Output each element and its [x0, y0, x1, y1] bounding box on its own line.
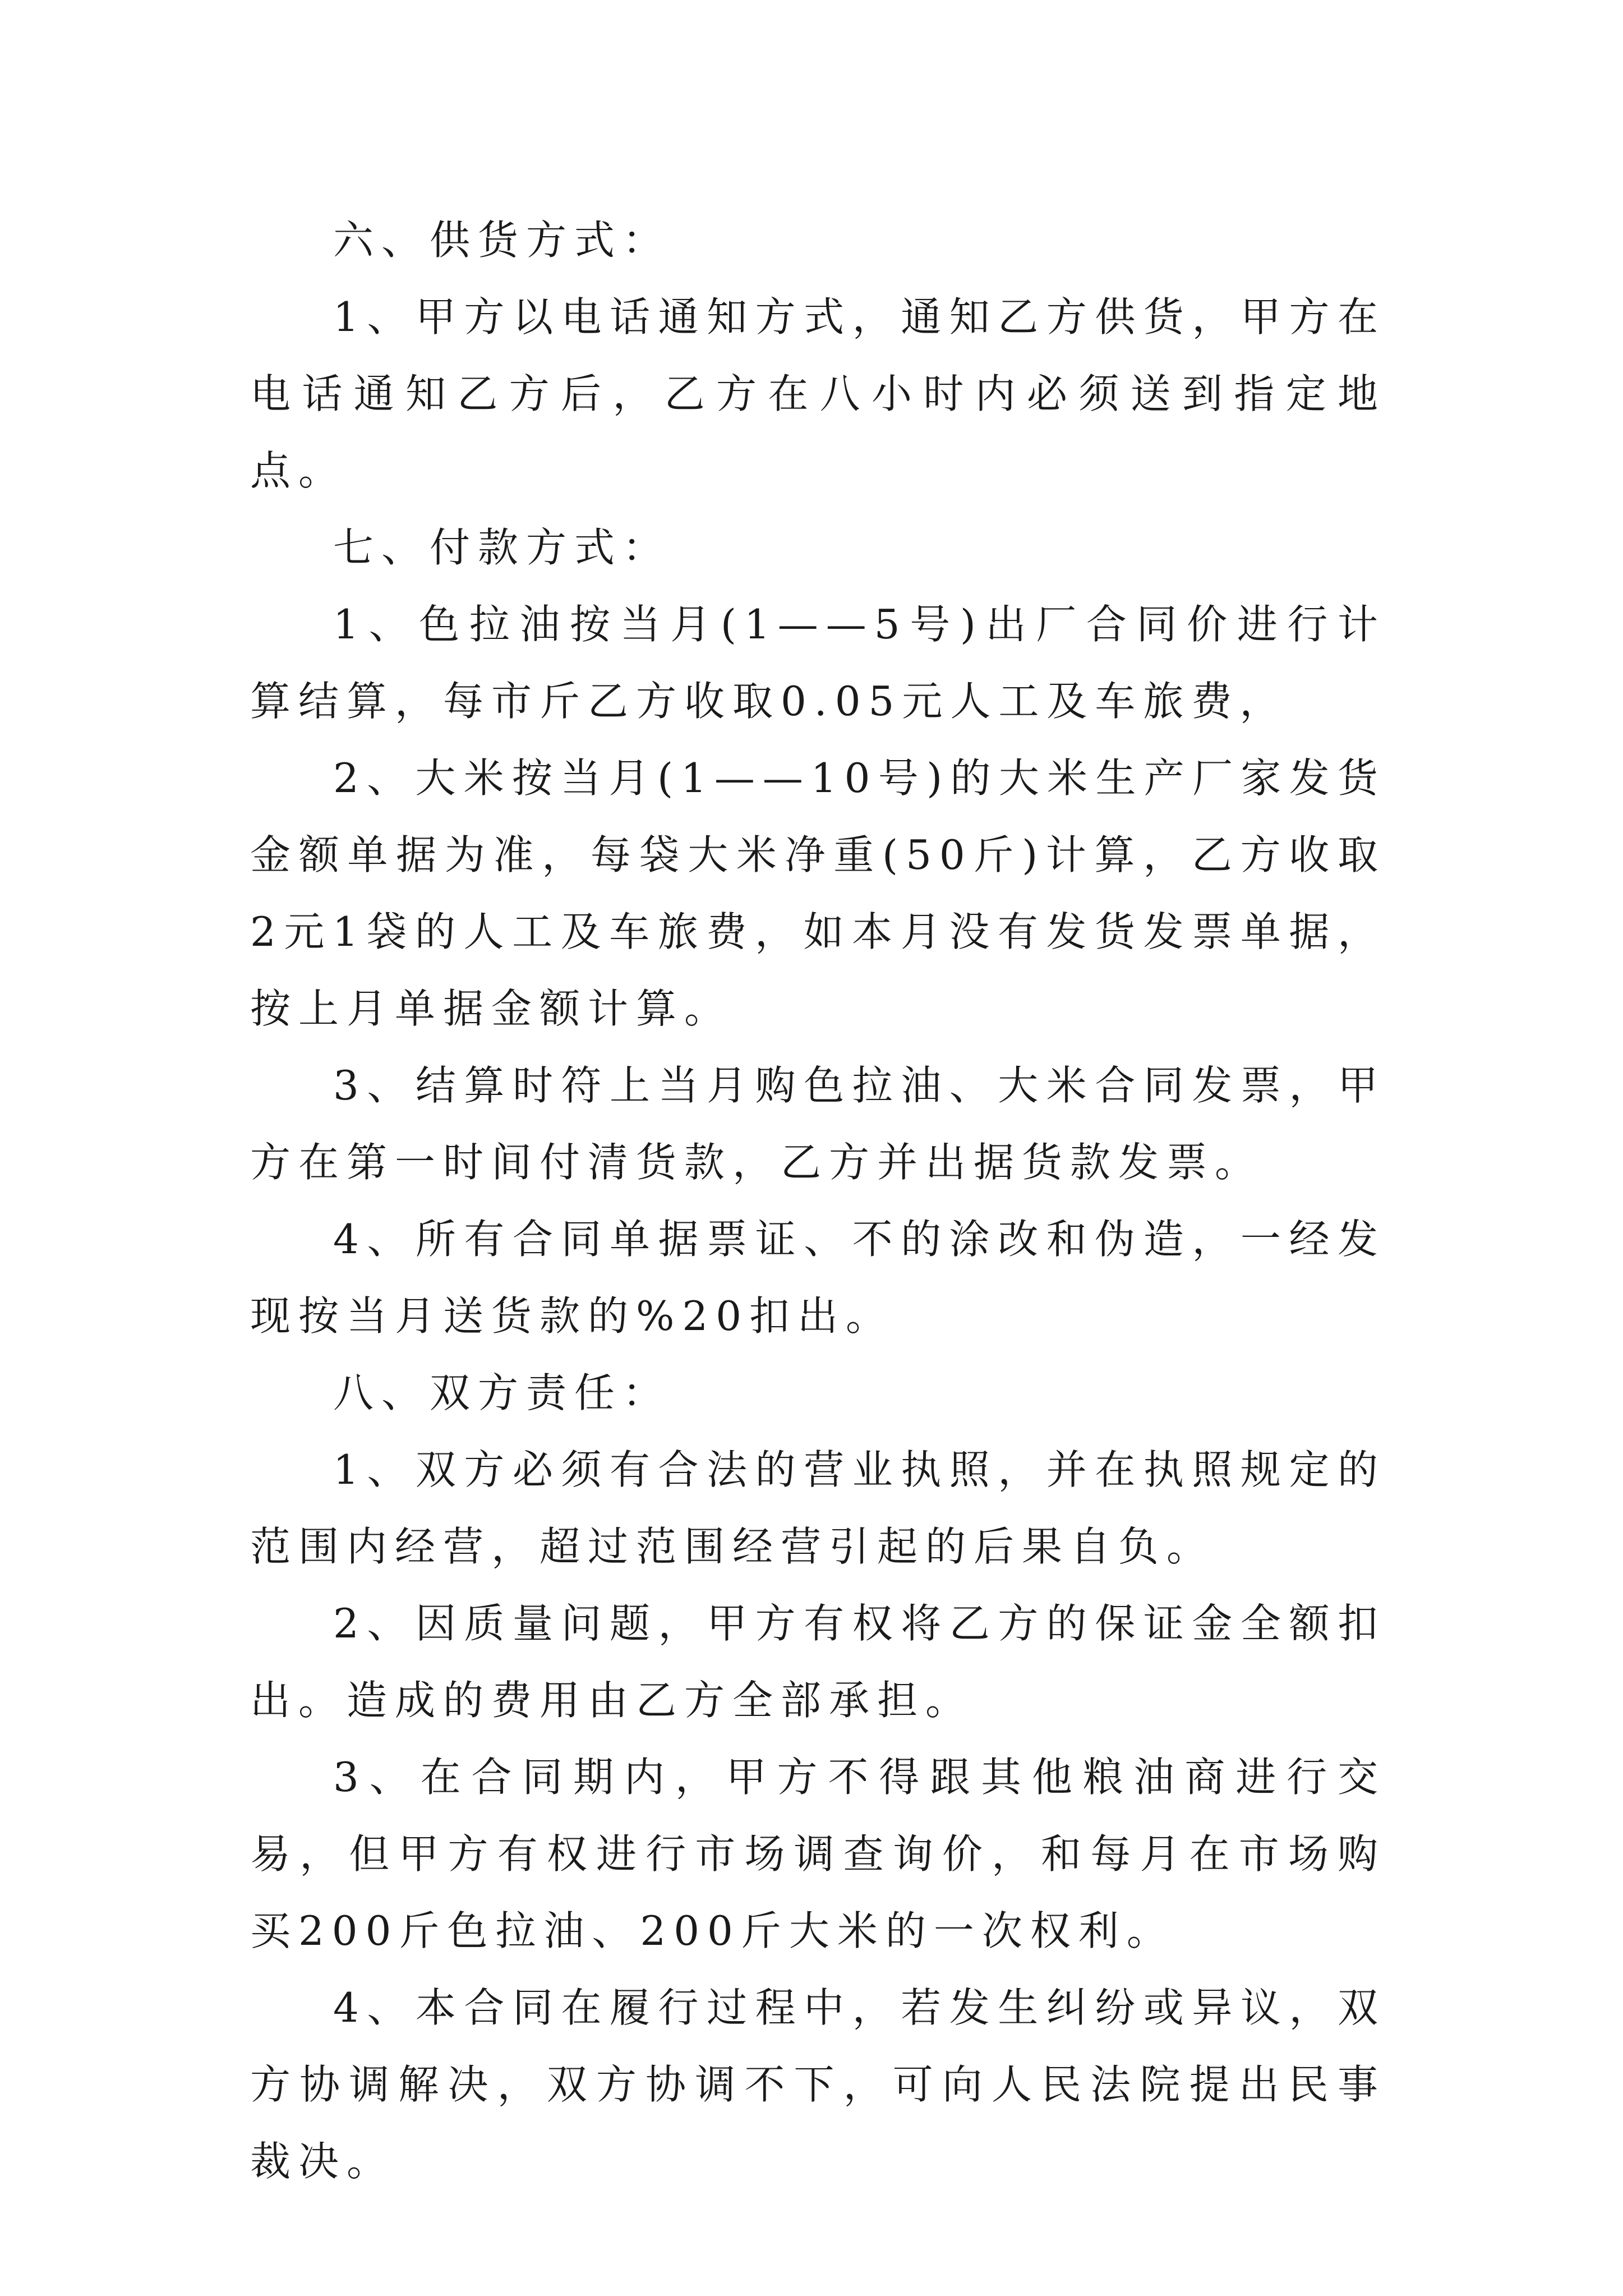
clause-paragraph: 4、本合同在履行过程中，若发生纠纷或异议，双方协调解决，双方协调不下，可向人民法院提出民事裁决。: [250, 1984, 1386, 2185]
document-body: [250, 202, 1386, 2200]
clause-paragraph: 1、双方必须有合法的营业执照，并在执照规定的范围内经营，超过范围经营引起的后果自负。: [250, 1446, 1386, 1570]
clause-paragraph: 4、所有合同单据票证、不的涂改和伪造，一经发现按当月送货款的%20扣出。: [250, 1216, 1386, 1340]
clause-paragraph: 2、因质量问题，甲方有权将乙方的保证金全额扣出。造成的费用由乙方全部承担。: [250, 1600, 1386, 1724]
section-heading-supply-method: 六、供货方式：: [333, 217, 671, 264]
clause-paragraph: 1、色拉油按当月(1——5号)出厂合同价进行计算结算，每市斤乙方收取0.05元人工及车旅费，: [250, 601, 1386, 725]
clause-paragraph: 3、结算时符上当月购色拉油、大米合同发票，甲方在第一时间付清货款，乙方并出据货款发票。: [250, 1062, 1386, 1186]
clause-paragraph: 2、大米按当月(1——10号)的大米生产厂家发货金额单据为准，每袋大米净重(50斤)计算，乙方收取2元1袋的人工及车旅费，如本月没有发货发票单据，按上月单据金额计算。: [250, 754, 1386, 1032]
clause-paragraph: 1、甲方以电话通知方式，通知乙方供货，甲方在电话通知乙方后，乙方在八小时内必须送到指定地点。: [250, 293, 1386, 494]
clause-paragraph: 3、在合同期内，甲方不得跟其他粮油商进行交易，但甲方有权进行市场调查询价，和每月在市场购买200斤色拉油、200斤大米的一次权利。: [250, 1754, 1386, 1954]
section-heading-payment-method: 七、付款方式：: [333, 524, 671, 571]
section-heading-responsibilities: 八、双方责任：: [333, 1369, 671, 1416]
